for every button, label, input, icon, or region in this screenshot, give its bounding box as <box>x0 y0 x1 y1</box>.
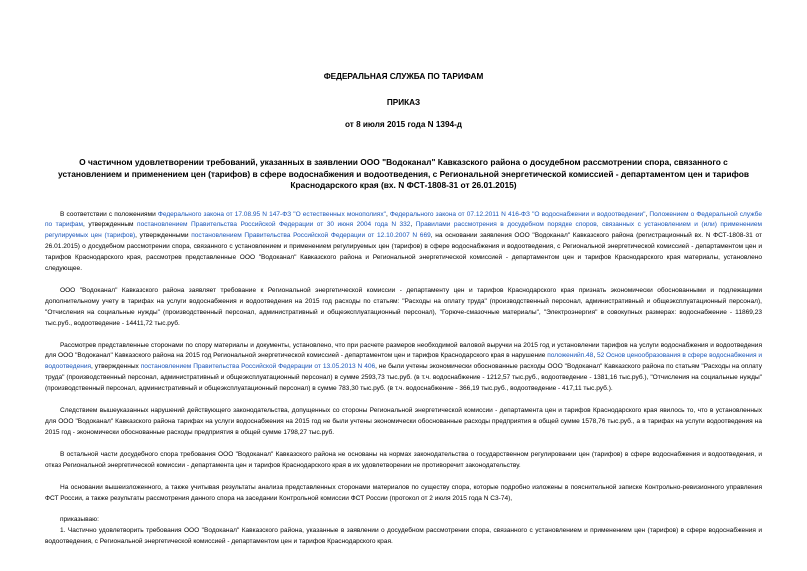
paragraph-claim: ООО "Водоканал" Кавказского района заявляет требование к Региональной энергетической комиссии - департаменту цен и тарифов Краснодарского края признать экономически обоснованными и подлежащими дополнительному учету в тарифах на услуги водоснабжения и водоотведения на 2015 год расходы по статьям: "Расходы на оплату труда" (производственный персонал, административный и общеэксплуатационный персонал), "Отчисления на социальные нужды" (производственный персонал, административный и общеэксплуатационный персонал), "Горюче-смазочные материалы", "Электроэнергия" в совокупных размерах: водоснабжение - 11869,23 тыс.руб., водоотведение - 14411,72 тыс.руб. <box>45 286 762 327</box>
link-government-decree-406[interactable]: постановлением Правительства Российской Федерации от 13.05.2013 N 406 <box>140 363 376 371</box>
paragraph-remaining-claims: В остальной части досудебного спора требования ООО "Водоканал" Кавказского района не основаны на нормах законодательства о государственном регулировании цен (тарифов) в сфере водоснабжения и водоотведения, и отказ Региональной энергетической комиссии - департамента цен и тарифов Краснодарского края в их удовлетворении не противоречит законодательству. <box>45 450 762 469</box>
text-run: , утвержденными <box>135 232 192 240</box>
paragraph-order-word: приказываю: <box>60 516 99 524</box>
link-dispute-rules[interactable]: Правилами рассмотрения в досудебном порядке споров, связанных с установлением и (или) применением регулируемых цен (тарифов) <box>45 221 762 240</box>
text-run: Рассмотрев представленные сторонами по спору материалы и документы, установлено, что при расчете размеров необходимой валовой выручки на 2015 год и установлении тарифов на услуги водоснабжения и водоотведения для ООО "Водоканал" Кавказского района на 2015 год Региональной энергетической комиссией - департаментом цен и тарифов Краснодарского края в нарушение <box>45 341 762 360</box>
text-run: В соответствии с положениями <box>60 210 158 218</box>
doc-type-heading: ПРИКАЗ <box>386 98 421 107</box>
text-run: , утвержденных <box>91 363 141 371</box>
text-run: , <box>593 352 597 360</box>
paragraph-findings <box>45 341 762 396</box>
paragraph-order-item-1: 1. Частично удовлетворить требования ООО "Водоканал" Кавказского района, указанные в заявлении о досудебном рассмотрении спора, связанного с установлением и применением цен (тарифов) в сфере водоснабжения и водоотведения, с Региональной энергетической комиссией - департаментом цен и тарифов Краснодарского края. <box>45 527 762 546</box>
paragraph-legal-basis <box>45 210 762 275</box>
link-government-decree-332[interactable]: постановлением Правительства Российской Федерации от 30 июня 2004 года N 332 <box>137 221 411 229</box>
link-government-decree-669[interactable]: постановлением Правительства Российской Федерации от 12.10.2007 N 669 <box>191 232 431 240</box>
text-run: , не были учтены экономически обоснованные расходы ООО "Водоканал" Кавказского района по статьям "Расходы на оплату труда" (производственный персонал, административный и общеэксплуатационный персонал) в сумме 2593,73 тыс.руб. (в т.ч. водоснабжение - 1212,57 тыс.руб., водоотведение - 1381,16 тыс.руб.), "Отчисления на социальные нужды" (производственный персонал, административный и общеэксплуатационный персонал) в сумме 783,30 тыс.руб. (в т.ч. водоснабжение - 366,19 тыс.руб., водоотведение - 417,11 тыс.руб.). <box>45 363 762 393</box>
text-run: , <box>645 210 650 218</box>
text-run: , утвержденным <box>83 221 138 229</box>
link-fst-regulation[interactable]: Положением о Федеральной службе по тарифам <box>45 210 762 229</box>
link-provisions[interactable]: положений <box>547 352 581 360</box>
link-clause-48[interactable]: п.48 <box>580 352 594 360</box>
paragraph-grounds: На основании вышеизложенного, а также учитывая результаты анализа представленных сторонами материалов по существу спора, которые подробно изложены в пояснительной записке Контрольно-ревизионного управления ФСТ России, а также результаты рассмотрения данного спора на заседании Контрольной комиссии ФСТ России (протокол от 2 июля 2015 года N С3-74), <box>45 483 762 502</box>
text-run: , <box>385 210 390 218</box>
link-federal-law-147[interactable]: Федерального закона от 17.08.95 N 147-ФЗ "О естественных монополиях" <box>157 210 386 218</box>
link-federal-law-416[interactable]: Федерального закона от 07.12.2011 N 416-ФЗ "О водоснабжении и водоотведении" <box>389 210 646 218</box>
document-body <box>45 210 762 549</box>
document-title: О частичном удовлетворении требований, указанных в заявлении ООО "Водоканал" Кавказского района о досудебном рассмотрении спора, связанного с установлением и применением цен (тарифов) в сфере водоснабжения и водоотведения, с Региональной энергетической комиссией - департаментом цен и тарифов Краснодарского края (вх. N ФСТ-1808-31 от 26.01.2015) <box>58 157 749 190</box>
agency-heading: ФЕДЕРАЛЬНАЯ СЛУЖБА ПО ТАРИФАМ <box>323 72 484 81</box>
text-run: , <box>410 221 416 229</box>
text-run: , на основании заявления ООО "Водоканал" Кавказского района (регистрационный вх. N ФСТ-1808-31 от 26.01.2015) о досудебном рассмотрении спора, связанного с установлением и применением регулируемых цен (тарифов) в сфере водоснабжения и водоотведения, с Региональной энергетической комиссией - департаментом цен и тарифов Краснодарского края, рассмотрев представленные ООО "Водоканал" Кавказского района и Региональной энергетической комиссией - департаментом цен и тарифов Краснодарского края материалы, установлено следующее. <box>45 232 762 273</box>
link-pricing-basics-52[interactable]: 52 Основ ценообразования в сфере водоснабжения и водоотведения <box>45 352 762 371</box>
paragraph-consequences: Следствием вышеуказанных нарушений действующего законодательства, допущенных со стороны Региональной энергетической комиссии - департамента цен и тарифов Краснодарского края явилось то, что в установленных для ООО "Водоканал" Кавказского района тарифах на услуги водоснабжения на 2015 год не были учтены экономически обоснованные расходы предприятия в общей сумме 1578,76 тыс.руб., а в тарифах на услуги водоотведения на 2015 год - экономически обоснованные расходы предприятия в общей сумме 1798,27 тыс.руб. <box>45 407 762 436</box>
date-number-heading: от 8 июля 2015 года N 1394-д <box>344 120 463 129</box>
